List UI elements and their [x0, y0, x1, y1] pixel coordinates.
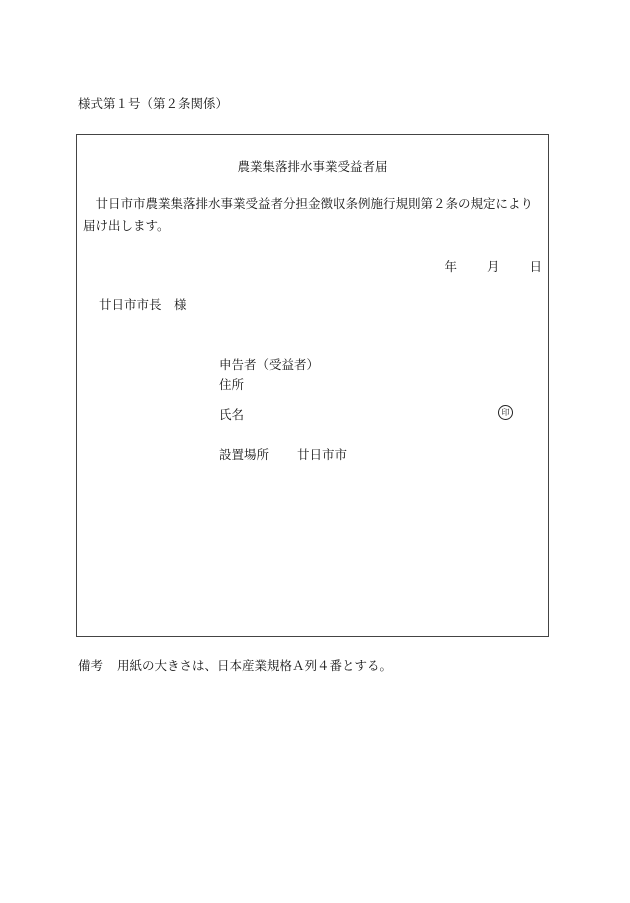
form-number: 様式第１号（第２条関係） [78, 96, 229, 111]
date-year-label: 年 [444, 259, 457, 274]
location-value: 廿日市市 [297, 447, 348, 462]
address-label: 住所 [219, 377, 245, 392]
form-body-text: 廿日市市農業集落排水事業受益者分担金徴収条例施行規則第２条の規定により届け出します。 [83, 196, 534, 233]
name-label: 氏名 [219, 407, 245, 422]
remarks [78, 656, 392, 675]
seal-icon: 印 [498, 405, 513, 420]
location-label: 設置場所 [219, 447, 270, 462]
location-row [219, 445, 347, 464]
date-month-label: 月 [486, 259, 500, 274]
addressee: 廿日市市長 様 [99, 297, 187, 312]
applicant-heading: 申告者（受益者） [219, 357, 320, 372]
date-day-label: 日 [529, 259, 542, 274]
date-line [444, 257, 542, 276]
form-title: 農業集落排水事業受益者届 [237, 159, 388, 174]
remarks-text: 用紙の大きさは、日本産業規格Ａ列４番とする。 [117, 658, 393, 673]
remarks-label: 備考 [78, 658, 104, 673]
form-box [76, 134, 549, 637]
